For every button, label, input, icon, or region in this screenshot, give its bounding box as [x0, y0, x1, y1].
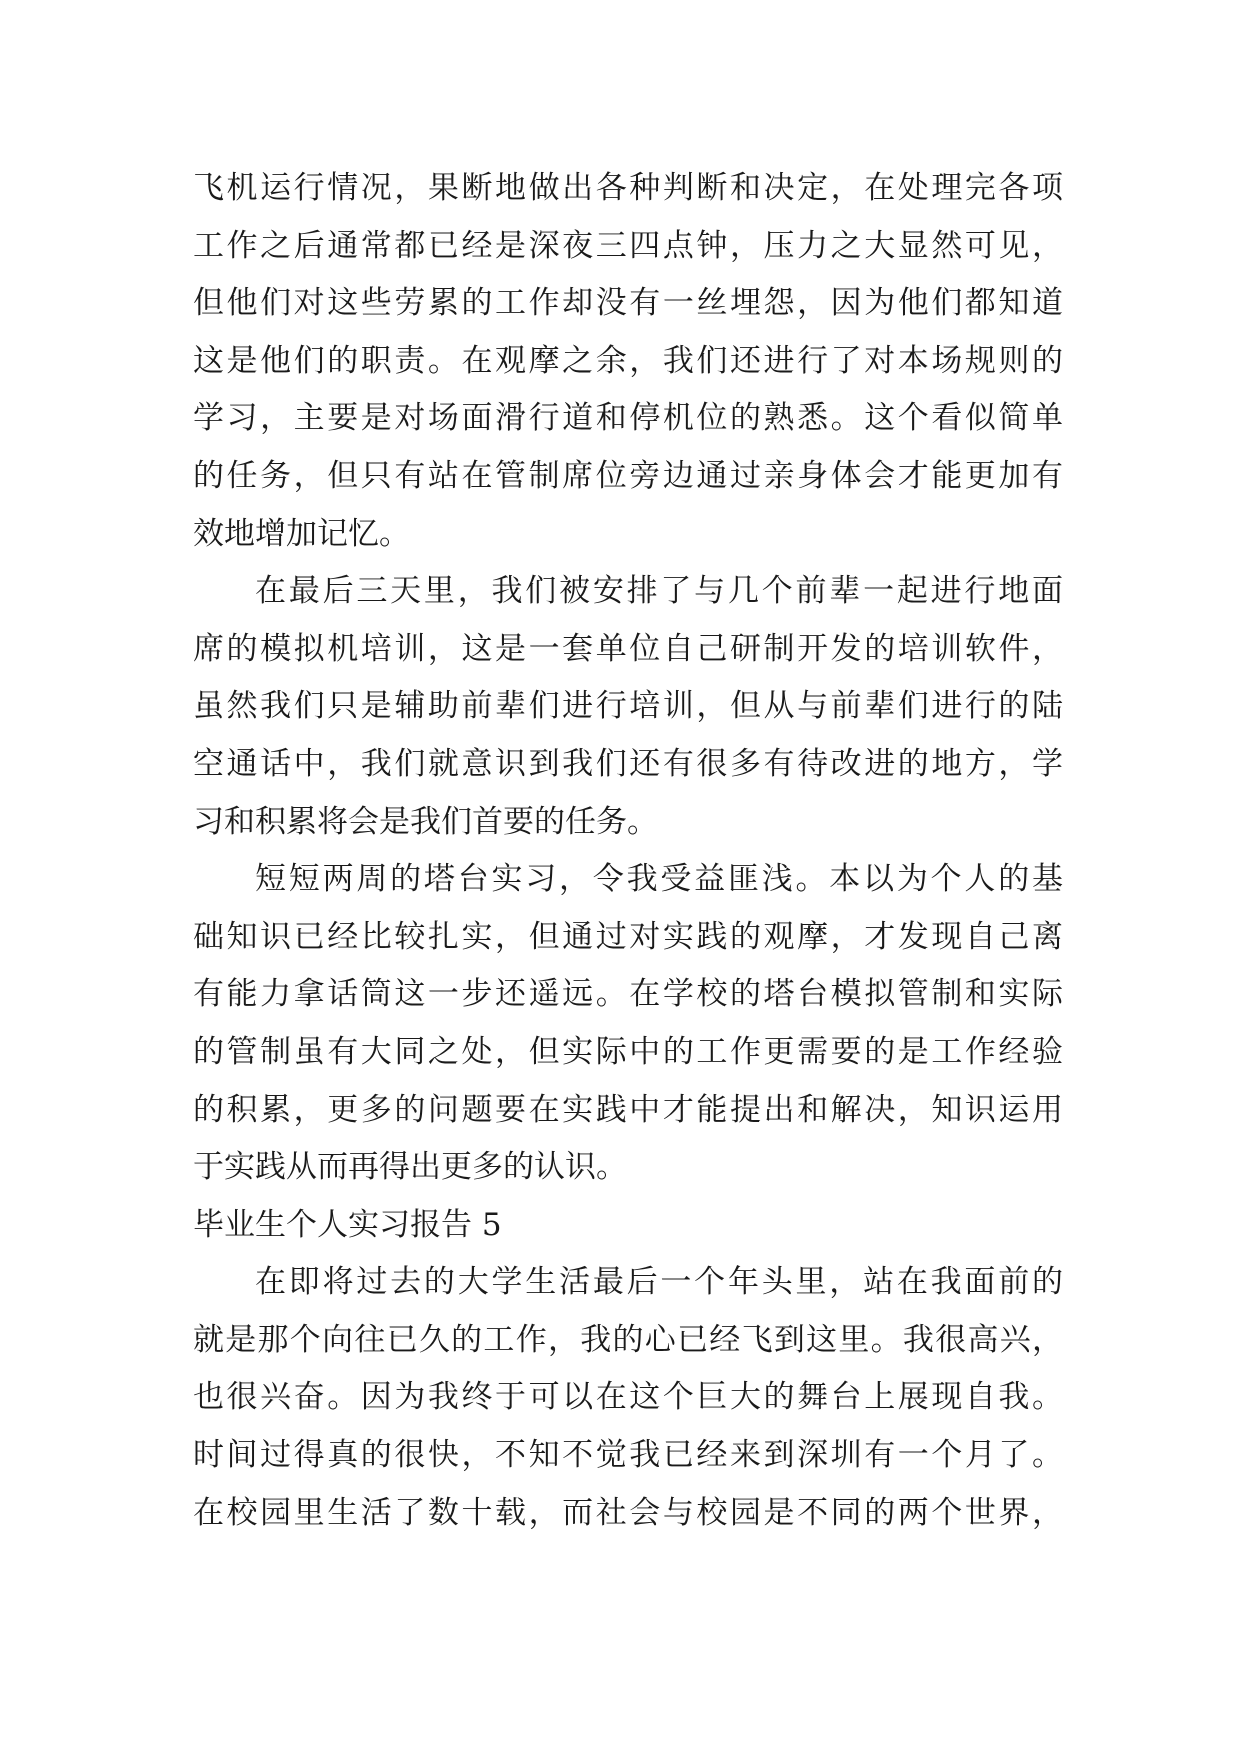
text-line: 础知识已经比较扎实，但通过对实践的观摩，才发现自己离	[193, 918, 1063, 955]
text-line: 这是他们的职责。在观摩之余，我们还进行了对本场规则的	[193, 342, 1063, 379]
text-line: 的积累，更多的问题要在实践中才能提出和解决，知识运用	[193, 1091, 1063, 1128]
text-line: 工作之后通常都已经是深夜三四点钟，压力之大显然可见，	[193, 227, 1063, 264]
paragraph-4	[193, 1254, 1063, 1542]
text-line: 但他们对这些劳累的工作却没有一丝埋怨，因为他们都知道	[193, 285, 1063, 322]
text-line: 效地增加记忆。	[193, 515, 410, 552]
text-line: 的任务，但只有站在管制席位旁边通过亲身体会才能更加有	[193, 457, 1063, 494]
text-line: 席的模拟机培训，这是一套单位自己研制开发的培训软件，	[193, 630, 1063, 667]
text-line: 短短两周的塔台实习，令我受益匪浅。本以为个人的基	[255, 861, 1063, 898]
text-line: 飞机运行情况，果断地做出各种判断和决定，在处理完各项	[193, 170, 1063, 206]
text-line: 时间过得真的很快，不知不觉我已经来到深圳有一个月了。	[193, 1437, 1063, 1474]
text-line: 习和积累将会是我们首要的任务。	[193, 803, 658, 840]
section-heading: 毕业生个人实习报告 5	[193, 1206, 502, 1243]
text-line: 在校园里生活了数十载，而社会与校园是不同的两个世界，	[193, 1494, 1063, 1531]
paragraph-1	[193, 160, 1063, 563]
document-body	[193, 160, 1063, 1542]
text-line: 也很兴奋。因为我终于可以在这个巨大的舞台上展现自我。	[193, 1379, 1063, 1416]
text-line: 空通话中，我们就意识到我们还有很多有待改进的地方，学	[193, 745, 1063, 782]
text-line: 虽然我们只是辅助前辈们进行培训，但从与前辈们进行的陆	[193, 688, 1063, 725]
text-line: 的管制虽有大同之处，但实际中的工作更需要的是工作经验	[193, 1033, 1063, 1070]
text-line: 有能力拿话筒这一步还遥远。在学校的塔台模拟管制和实际	[193, 976, 1063, 1013]
paragraph-3	[193, 851, 1063, 1197]
text-line: 就是那个向往已久的工作，我的心已经飞到这里。我很高兴，	[193, 1321, 1063, 1358]
text-line: 在即将过去的大学生活最后一个年头里，站在我面前的	[255, 1264, 1063, 1301]
text-line: 在最后三天里，我们被安排了与几个前辈一起进行地面	[255, 573, 1063, 610]
text-line: 于实践从而再得出更多的认识。	[193, 1149, 627, 1186]
text-line: 学习，主要是对场面滑行道和停机位的熟悉。这个看似简单	[193, 400, 1063, 437]
paragraph-2	[193, 563, 1063, 851]
